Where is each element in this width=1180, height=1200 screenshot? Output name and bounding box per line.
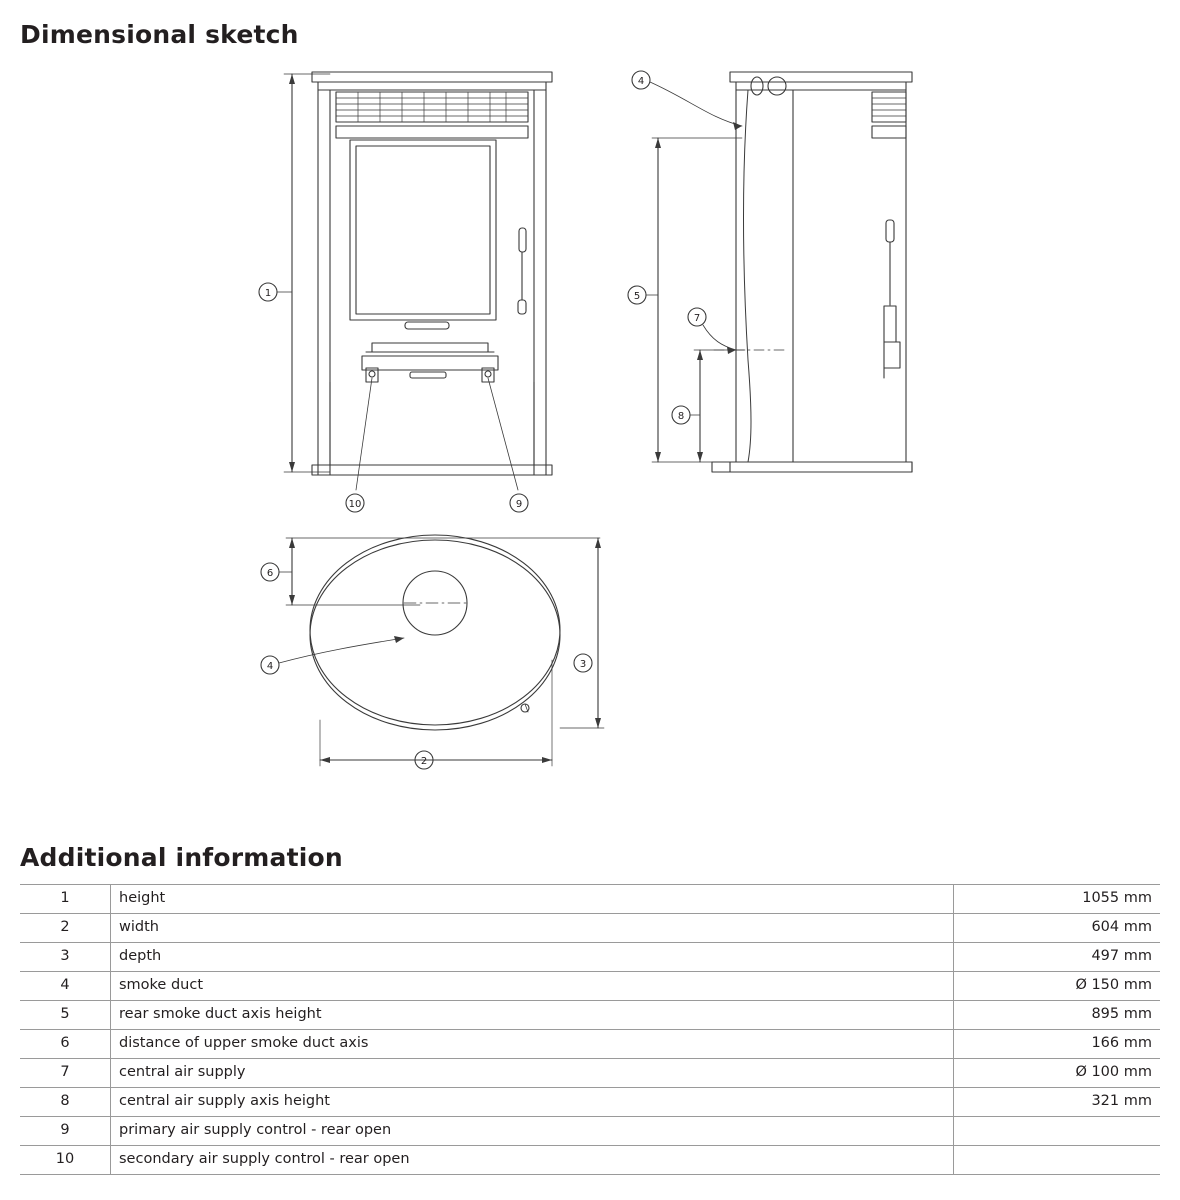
row-value: 1055 mm [954, 885, 1161, 914]
row-value: 321 mm [954, 1088, 1161, 1117]
row-number: 10 [20, 1146, 111, 1175]
row-number: 4 [20, 972, 111, 1001]
page-title-additional-information: Additional information [20, 843, 343, 872]
row-label: smoke duct [111, 972, 954, 1001]
row-number: 9 [20, 1117, 111, 1146]
row-number: 2 [20, 914, 111, 943]
callout-9: 9 [515, 499, 523, 510]
table-row [20, 1001, 1160, 1030]
row-number: 7 [20, 1059, 111, 1088]
row-number: 8 [20, 1088, 111, 1117]
callout-2: 2 [420, 756, 428, 767]
dimensional-sketch-drawing [0, 60, 1180, 820]
row-number: 5 [20, 1001, 111, 1030]
row-number: 6 [20, 1030, 111, 1059]
table-row [20, 1117, 1160, 1146]
table-row [20, 1030, 1160, 1059]
row-value: Ø 150 mm [954, 972, 1161, 1001]
table-row [20, 943, 1160, 972]
callout-7: 7 [693, 313, 701, 324]
row-label: height [111, 885, 954, 914]
table-row [20, 1146, 1160, 1175]
callout-1: 1 [264, 288, 272, 299]
table-row [20, 914, 1160, 943]
table-row [20, 885, 1160, 914]
callout-3: 3 [579, 659, 587, 670]
table-row [20, 972, 1160, 1001]
callout-4-side: 4 [637, 76, 645, 87]
callout-8: 8 [677, 411, 685, 422]
callout-4-top: 4 [266, 661, 274, 672]
row-value: 497 mm [954, 943, 1161, 972]
callout-5: 5 [633, 291, 641, 302]
row-value: 604 mm [954, 914, 1161, 943]
row-label: primary air supply control - rear open [111, 1117, 954, 1146]
row-label: central air supply [111, 1059, 954, 1088]
row-label: width [111, 914, 954, 943]
page-title-dimensional-sketch: Dimensional sketch [20, 20, 299, 49]
row-label: rear smoke duct axis height [111, 1001, 954, 1030]
row-label: secondary air supply control - rear open [111, 1146, 954, 1175]
table-row [20, 1059, 1160, 1088]
row-number: 1 [20, 885, 111, 914]
callout-10: 10 [348, 499, 362, 510]
callout-6: 6 [266, 568, 274, 579]
row-label: central air supply axis height [111, 1088, 954, 1117]
row-value: 166 mm [954, 1030, 1161, 1059]
row-value [954, 1117, 1161, 1146]
additional-information-table [20, 884, 1160, 1175]
row-number: 3 [20, 943, 111, 972]
row-value: Ø 100 mm [954, 1059, 1161, 1088]
table-row [20, 1088, 1160, 1117]
row-value [954, 1146, 1161, 1175]
row-value: 895 mm [954, 1001, 1161, 1030]
row-label: distance of upper smoke duct axis [111, 1030, 954, 1059]
row-label: depth [111, 943, 954, 972]
